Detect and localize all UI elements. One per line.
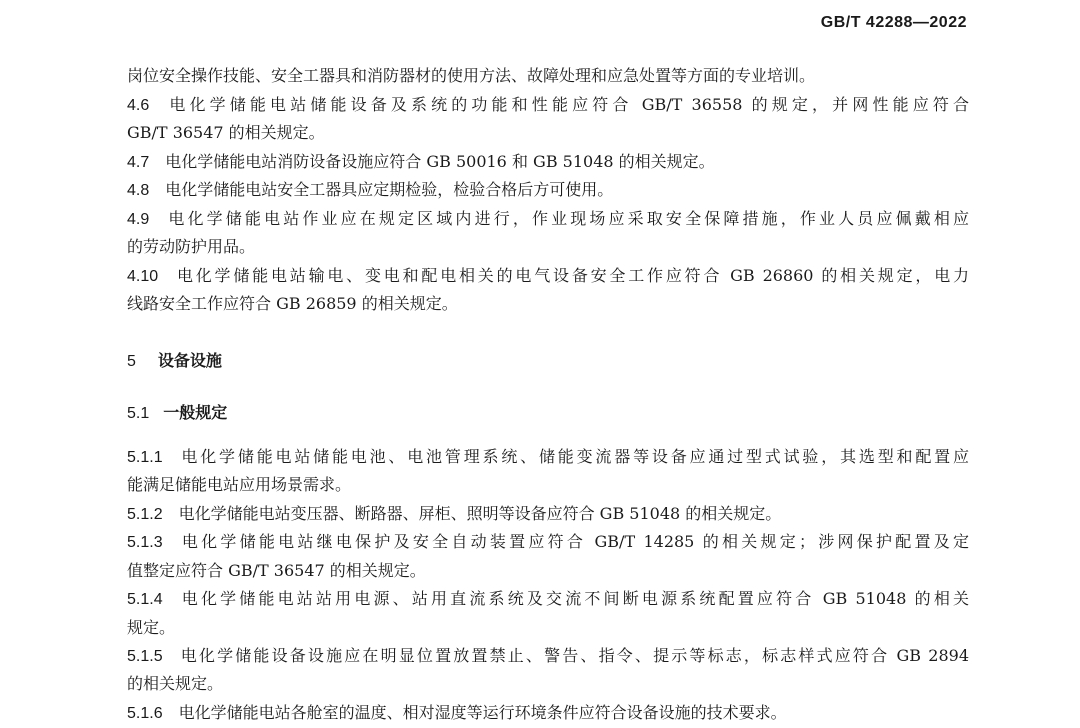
clause-4-7 xyxy=(127,148,969,177)
clause-number: 4.9 xyxy=(127,211,150,228)
clause-4-9 xyxy=(127,205,969,234)
clause-text: 电化学储能电站消防设备设施应符合 GB 50016 和 GB 51048 的相关规定。 xyxy=(165,152,715,171)
clause-text: 电化学储能电站输电、变电和配电相关的电气设备安全工作应符合 GB 26860 的相关规定，电力 xyxy=(174,266,969,285)
clause-5-1-6 xyxy=(127,699,969,728)
clause-5-1-5 xyxy=(127,642,969,671)
section-number: 5.1 xyxy=(127,405,150,422)
clause-number: 4.8 xyxy=(127,182,150,199)
clause-number: 4.6 xyxy=(127,97,150,114)
clause-5-1-3 xyxy=(127,528,969,557)
clause-5-1-4 xyxy=(127,585,969,614)
clause-text: 电化学储能电站安全工器具应定期检验，检验合格后方可使用。 xyxy=(165,180,614,199)
clause-text: 电化学储能电站各舱室的温度、相对湿度等运行环境条件应符合设备设施的技术要求。 xyxy=(178,703,787,722)
clause-text: 电化学储能设备设施应在明显位置放置禁止、警告、指令、提示等标志，标志样式应符合 GB 2894 xyxy=(178,646,969,665)
clause-4-9-continued xyxy=(127,233,969,261)
section-title: 一般规定 xyxy=(163,403,228,422)
clause-text: 值整定应符合 GB/T 36547 的相关规定。 xyxy=(127,561,426,580)
clause-number: 5.1.4 xyxy=(127,591,163,608)
clause-4-10-continued xyxy=(127,290,969,318)
clause-text: 电化学储能电站继电保护及安全自动装置应符合 GB/T 14285 的相关规定；涉网保护配置及定 xyxy=(178,532,969,551)
section-title: 设备设施 xyxy=(157,351,222,370)
clause-text: 的劳动防护用品。 xyxy=(127,237,256,256)
clause-text: 电化学储能电站作业应在规定区域内进行，作业现场应采取安全保障措施，作业人员应佩戴相应 xyxy=(165,209,969,228)
clause-5-1-1 xyxy=(127,443,969,472)
clause-number: 5.1.5 xyxy=(127,648,163,665)
clause-number: 5.1.3 xyxy=(127,534,163,551)
clause-number: 4.10 xyxy=(127,268,159,285)
clause-text: 电化学储能电站变压器、断路器、屏柜、照明等设备应符合 GB 51048 的相关规定。 xyxy=(178,504,782,523)
clause-4-8 xyxy=(127,176,969,205)
clause-number: 5.1.6 xyxy=(127,705,163,722)
clause-4-6 xyxy=(127,91,969,120)
clause-text: 电化学储能电站储能电池、电池管理系统、储能变流器等设备应通过型式试验，其选型和配置应 xyxy=(178,447,969,466)
clause-number: 5.1.2 xyxy=(127,506,163,523)
section-heading-5-1 xyxy=(127,399,227,428)
clause-number: 4.7 xyxy=(127,154,150,171)
clause-5-1-1-continued xyxy=(127,471,969,499)
paragraph-text: 岗位安全操作技能、安全工器具和消防器材的使用方法、故障处理和应急处置等方面的专业培训。 xyxy=(127,66,816,85)
paragraph-continuation xyxy=(127,62,969,90)
clause-4-10 xyxy=(127,262,969,291)
clause-text: 电化学储能电站储能设备及系统的功能和性能应符合 GB/T 36558 的规定，并网性能应符合 xyxy=(165,95,969,114)
clause-5-1-4-continued xyxy=(127,614,969,642)
section-heading-5 xyxy=(127,347,222,376)
clause-text: 规定。 xyxy=(127,618,176,637)
clause-text: 电化学储能电站站用电源、站用直流系统及交流不间断电源系统配置应符合 GB 51048 的相关 xyxy=(178,589,969,608)
clause-number: 5.1.1 xyxy=(127,449,163,466)
clause-text: 能满足储能电站应用场景需求。 xyxy=(127,475,352,494)
clause-text: GB/T 36547 的相关规定。 xyxy=(127,123,325,142)
clause-5-1-5-continued xyxy=(127,670,969,698)
section-number: 5 xyxy=(127,353,136,370)
clause-5-1-2 xyxy=(127,500,969,529)
clause-4-6-continued xyxy=(127,119,969,147)
standard-number: GB/T 42288—2022 xyxy=(820,14,967,31)
clause-text: 线路安全工作应符合 GB 26859 的相关规定。 xyxy=(127,294,458,313)
clause-text: 的相关规定。 xyxy=(127,674,224,693)
clause-5-1-3-continued xyxy=(127,557,969,585)
